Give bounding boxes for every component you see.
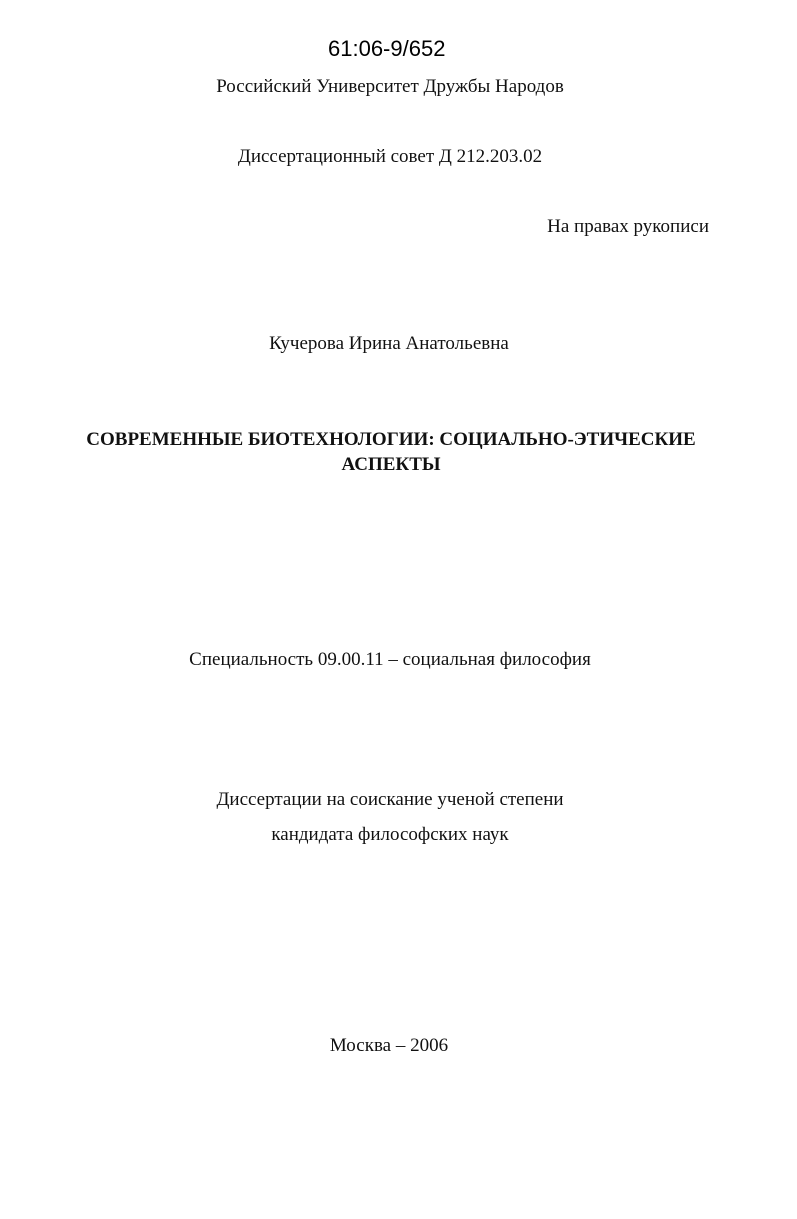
dissertation-title xyxy=(0,427,782,477)
title-line-2: АСПЕКТЫ xyxy=(341,454,441,475)
place-and-year: Москва – 2006 xyxy=(329,1035,449,1056)
archive-stamp-number: 61:06-9/652 xyxy=(328,36,446,61)
title-line-1: СОВРЕМЕННЫЕ БИОТЕХНОЛОГИИ: СОЦИАЛЬНО-ЭТИЧЕСКИЕ xyxy=(86,429,696,450)
degree-line-1: Диссертации на соискание ученой степени xyxy=(216,789,564,810)
author-name: Кучерова Ирина Анатольевна xyxy=(269,333,509,354)
degree-line-2: кандидата философских наук xyxy=(271,824,509,845)
specialty: Специальность 09.00.11 – социальная философия xyxy=(189,649,591,670)
manuscript-rights-note: На правах рукописи xyxy=(547,216,709,237)
dissertation-council: Диссертационный совет Д 212.203.02 xyxy=(237,146,543,167)
university-name: Российский Университет Дружбы Народов xyxy=(216,76,564,97)
